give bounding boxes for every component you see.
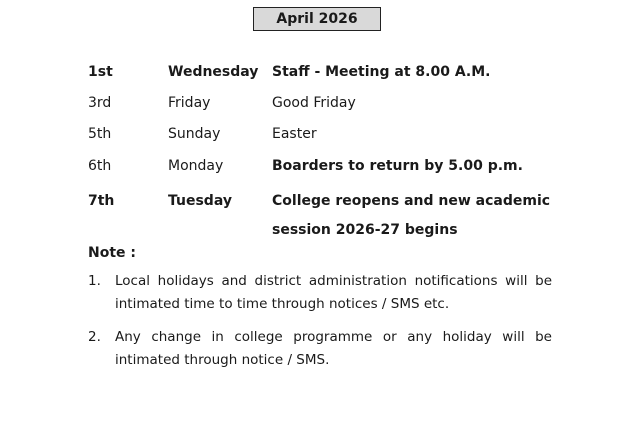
- event-day: Tuesday: [168, 193, 232, 209]
- note-number: 1.: [88, 273, 101, 289]
- note-number: 2.: [88, 329, 101, 345]
- event-description: Staff - Meeting at 8.00 A.M.: [272, 64, 491, 80]
- event-day: Monday: [168, 158, 224, 174]
- month-title: April 2026: [276, 11, 358, 27]
- event-day: Sunday: [168, 126, 221, 142]
- note-heading: Note :: [88, 245, 136, 261]
- event-day: Friday: [168, 95, 211, 111]
- month-title-box: [253, 7, 381, 31]
- event-description: Easter: [272, 126, 317, 142]
- note-text: Local holidays and district administration notifications will be intimated time to time through notices / SMS etc.: [115, 273, 552, 312]
- event-date: 3rd: [88, 95, 112, 111]
- event-date: 7th: [88, 193, 115, 209]
- event-description: Boarders to return by 5.00 p.m.: [272, 158, 523, 174]
- event-description: College reopens and new academic session 2026-27 begins: [272, 193, 551, 238]
- event-date: 6th: [88, 158, 112, 174]
- event-date: 1st: [88, 64, 113, 80]
- event-date: 5th: [88, 126, 112, 142]
- note-text: Any change in college programme or any holiday will be intimated through notice / SMS.: [115, 329, 552, 368]
- event-day: Wednesday: [168, 64, 259, 80]
- event-description: Good Friday: [272, 95, 356, 111]
